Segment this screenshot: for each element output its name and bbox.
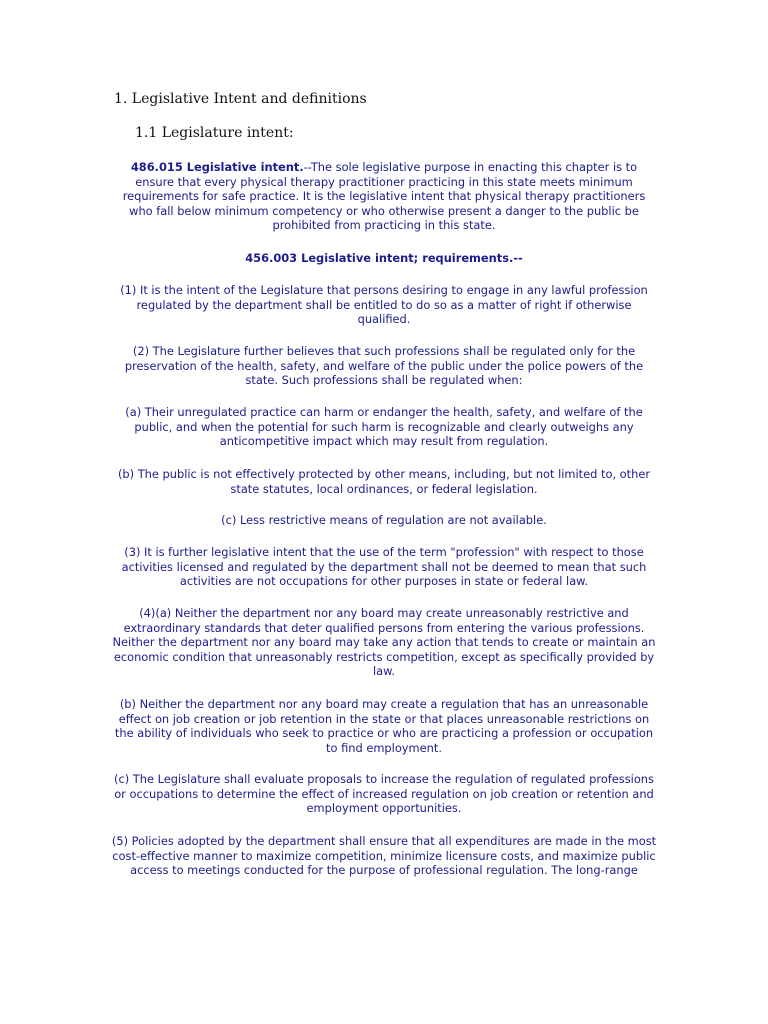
- statute-paragraph-4c: (c) The Legislature shall evaluate proposals to increase the regulation of regulated professions or occupations to determine the effect of increased regulation on job creation or retention and employment opportunities.: [114, 772, 654, 816]
- statute-486-text: --The sole legislative purpose in enacting this chapter is to ensure that every physical therapy practitioner practicing in this state meets minimum requirements for safe practice. It is the legislative intent that physical therapy practitioners who fall below minimum competency or who otherwise present a danger to the public be prohibited from practicing in this state.: [122, 160, 646, 233]
- statute-456-title: 456.003 Legislative intent; requirements.--: [245, 251, 523, 265]
- statute-paragraph-2b: (b) The public is not effectively protected by other means, including, but not limited to, other state statutes, local ordinances, or federal legislation.: [117, 467, 651, 496]
- subsection-heading: 1.1 Legislature intent:: [135, 125, 294, 141]
- statute-paragraph-3: (3) It is further legislative intent that the use of the term "profession" with respect to those activities licensed and regulated by the department shall not be deemed to mean that such activities are not occupations for other purposes in state or federal law.: [121, 545, 647, 589]
- statute-paragraph-2: (2) The Legislature further believes that such professions shall be regulated only for the preservation of the health, safety, and welfare of the public under the police powers of the state. Such professions shall be regulated when:: [124, 344, 644, 388]
- statute-486-015: [110, 160, 658, 233]
- statute-paragraph-2c: (c) Less restrictive means of regulation are not available.: [221, 513, 547, 527]
- statute-paragraph-4a: (4)(a) Neither the department nor any board may create unreasonably restrictive and extraordinary standards that deter qualified persons from entering the various professions. Neither the department nor any board may take any action that tends to create or maintain an economic condition that unreasonably restricts competition, except as specifically provided by law.: [112, 606, 656, 679]
- statute-paragraph-1: (1) It is the intent of the Legislature that persons desiring to engage in any lawful profession regulated by the department shall be entitled to do so as a matter of right if otherwise qualified.: [120, 283, 648, 327]
- statute-paragraph-2a: (a) Their unregulated practice can harm or endanger the health, safety, and welfare of the public, and when the potential for such harm is recognizable and clearly outweighs any anticompetitive impact which may result from regulation.: [125, 405, 643, 449]
- statute-paragraph-5: (5) Policies adopted by the department shall ensure that all expenditures are made in the most cost-effective manner to maximize competition, minimize licensure costs, and maximize public access to meetings conducted for the purpose of professional regulation. The long-range: [111, 834, 657, 878]
- section-heading: 1. Legislative Intent and definitions: [114, 91, 367, 107]
- statute-486-title: 486.015 Legislative intent.: [130, 160, 304, 174]
- statute-paragraph-4b: (b) Neither the department nor any board may create a regulation that has an unreasonable effect on job creation or job retention in the state or that places unreasonable restrictions on the ability of individuals who seek to practice or who are practicing a profession or occupation to find employment.: [114, 697, 654, 755]
